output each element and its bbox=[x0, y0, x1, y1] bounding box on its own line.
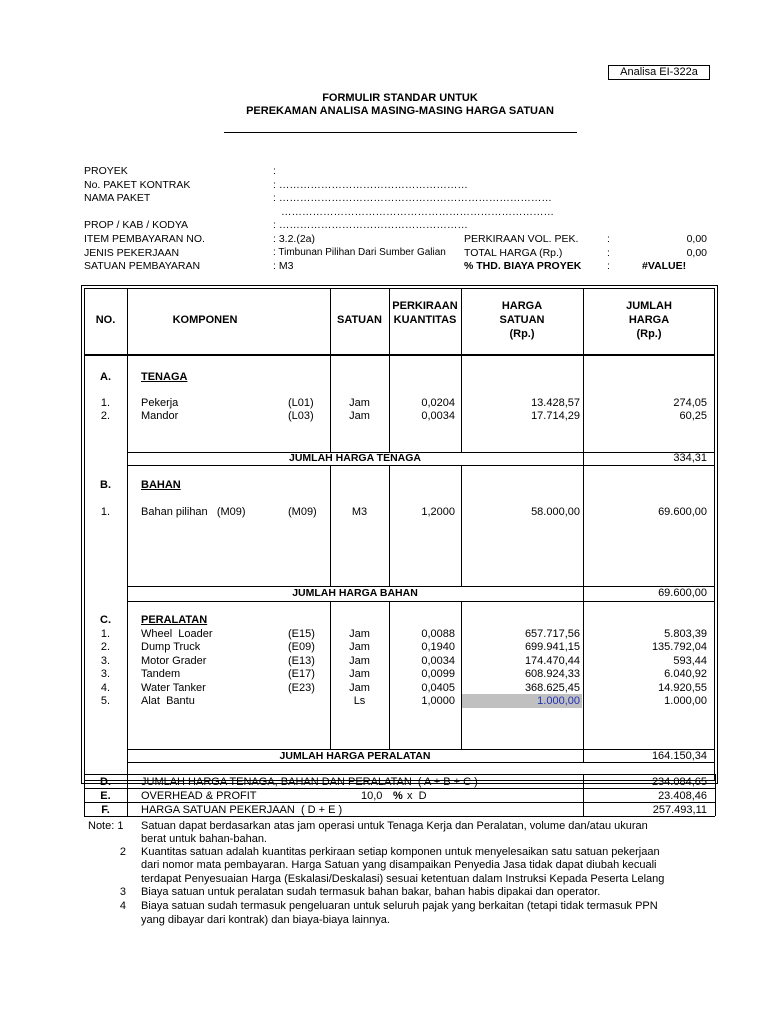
info-value: : 3.2.(2a) bbox=[273, 233, 316, 245]
row-price: 657.717,56 bbox=[524, 628, 580, 640]
header-no: NO. bbox=[95, 314, 116, 326]
totals-border bbox=[84, 802, 715, 803]
row-code: (M09) bbox=[288, 506, 317, 518]
table-inner-border bbox=[84, 288, 715, 781]
row-qty: 0,0405 bbox=[421, 682, 455, 694]
info-label: No. PAKET KONTRAK bbox=[84, 179, 191, 191]
section-no: A. bbox=[100, 371, 111, 383]
col-line bbox=[389, 465, 390, 586]
summary-colon: : bbox=[607, 247, 610, 259]
row-price: 368.625,45 bbox=[524, 682, 580, 694]
totals-col-line bbox=[127, 774, 128, 816]
row-total: 1.000,00 bbox=[664, 695, 707, 707]
total-no: E. bbox=[100, 790, 111, 802]
info-value: : …………………………………………………………………… bbox=[273, 192, 552, 204]
info-label: NAMA PAKET bbox=[84, 192, 151, 204]
row-total: 69.600,00 bbox=[658, 506, 707, 518]
row-code: (E15) bbox=[288, 628, 315, 640]
row-code: (L03) bbox=[288, 410, 314, 422]
subtotal-value: 69.600,00 bbox=[658, 587, 707, 599]
row-code: (E17) bbox=[288, 668, 315, 680]
note-line: Biaya satuan untuk peralatan sudah termasuk bahan bakar, bahan habis dipakai dan operator. bbox=[141, 886, 601, 898]
totals-right-line bbox=[715, 774, 716, 816]
total-no: F. bbox=[101, 804, 110, 816]
row-name: Mandor bbox=[141, 410, 179, 422]
row-code: (E23) bbox=[288, 682, 315, 694]
subtotal-value: 164.150,34 bbox=[651, 750, 707, 762]
section-title: TENAGA bbox=[141, 371, 188, 383]
totals-border bbox=[84, 788, 715, 789]
info-value: : ……………………………………………… bbox=[273, 179, 468, 191]
subtotal-line bbox=[127, 762, 715, 763]
subtotal-label: JUMLAH HARGA TENAGA bbox=[288, 452, 422, 464]
row-no: 1. bbox=[100, 397, 111, 409]
form-title-line1: FORMULIR STANDAR UNTUK bbox=[322, 92, 478, 104]
header-jumlah-rp: (Rp.) bbox=[636, 328, 662, 340]
row-unit: Ls bbox=[353, 695, 366, 707]
summary-colon: : bbox=[607, 260, 610, 272]
total-percent-value: 10,0 bbox=[361, 790, 383, 802]
header-bottom-line bbox=[84, 354, 715, 356]
header-perkiraan: PERKIRAAN bbox=[392, 300, 458, 312]
note-number: 2 bbox=[119, 846, 126, 858]
row-total: 593,44 bbox=[673, 655, 707, 667]
header-kuantitas: KUANTITAS bbox=[393, 314, 457, 326]
row-total: 135.792,04 bbox=[651, 641, 707, 653]
summary-label: PERKIRAAN VOL. PEK. bbox=[464, 233, 579, 245]
row-unit: Jam bbox=[349, 655, 370, 667]
summary-colon: : bbox=[607, 233, 610, 245]
header-jumlah-harga: HARGA bbox=[628, 314, 670, 326]
subtotal-line bbox=[127, 465, 715, 466]
header-harga-rp: (Rp.) bbox=[509, 328, 535, 340]
row-qty: 1,2000 bbox=[421, 506, 455, 518]
row-no: 2. bbox=[100, 641, 111, 653]
row-unit: M3 bbox=[351, 506, 368, 518]
info-value: : ……………………………………………… bbox=[273, 219, 468, 231]
info-label: PROYEK bbox=[84, 165, 128, 177]
info-label: ITEM PEMBAYARAN NO. bbox=[84, 233, 205, 245]
analysis-code-box: Analisa EI-322a bbox=[608, 65, 710, 80]
section-title: BAHAN bbox=[141, 479, 181, 491]
totals-border bbox=[84, 816, 715, 817]
row-code: (E09) bbox=[288, 641, 315, 653]
row-no: 5. bbox=[100, 695, 111, 707]
row-no: 1. bbox=[100, 506, 111, 518]
row-name: Motor Grader bbox=[141, 655, 207, 667]
row-unit: Jam bbox=[349, 397, 370, 409]
note-line: yang dibayar dari kontrak) dan biaya-biaya lainnya. bbox=[141, 914, 390, 926]
total-value: 234.084,65 bbox=[651, 776, 707, 788]
info-label: PROP / KAB / KODYA bbox=[84, 219, 189, 231]
row-price: 699.941,15 bbox=[524, 641, 580, 653]
row-price: 1.000,00 bbox=[537, 695, 580, 707]
totals-line bbox=[84, 774, 715, 775]
info-value: : bbox=[273, 165, 276, 177]
info-value: : Timbunan Pilihan Dari Sumber Galian bbox=[273, 247, 446, 258]
row-qty: 0,0099 bbox=[421, 668, 455, 680]
col-line bbox=[389, 288, 390, 453]
row-qty: 0,0034 bbox=[421, 655, 455, 667]
header-jumlah: JUMLAH bbox=[626, 300, 672, 312]
header-satuan: SATUAN bbox=[336, 314, 382, 326]
summary-label: TOTAL HARGA (Rp.) bbox=[464, 247, 563, 259]
header-harga: HARGA bbox=[501, 300, 543, 312]
subtotal-label: JUMLAH HARGA BAHAN bbox=[292, 587, 418, 599]
note-line: terdapat Penyesuaian Harga (Eskalasi/Deskalasi) sesuai ketentuan dalam Instruksi Kepada Peserta Lelang bbox=[141, 873, 665, 885]
note-line: Kuantitas satuan adalah kuantitas perkiraan setiap komponen untuk menyelesaikan satu satuan pekerjaan bbox=[141, 846, 660, 858]
subtotal-line bbox=[127, 601, 715, 602]
summary-value: 0,00 bbox=[686, 233, 707, 245]
total-value: 23.408,46 bbox=[658, 790, 707, 802]
row-qty: 0,1940 bbox=[421, 641, 455, 653]
section-title: PERALATAN bbox=[141, 614, 208, 626]
row-no: 3. bbox=[100, 668, 111, 680]
row-price: 17.714,29 bbox=[531, 410, 580, 422]
note-number: Note: 1 bbox=[88, 820, 124, 832]
summary-value: #VALUE! bbox=[642, 260, 687, 272]
subtotal-value: 334,31 bbox=[673, 452, 707, 464]
row-qty: 0,0034 bbox=[421, 410, 455, 422]
note-number: 3 bbox=[119, 886, 126, 898]
row-total: 14.920,55 bbox=[658, 682, 707, 694]
row-qty: 0,0088 bbox=[421, 628, 455, 640]
row-total: 5.803,39 bbox=[664, 628, 707, 640]
note-line: berat untuk bahan-bahan. bbox=[141, 833, 267, 845]
info-label: JENIS PEKERJAAN bbox=[84, 247, 180, 259]
row-total: 274,05 bbox=[673, 397, 707, 409]
row-price: 174.470,44 bbox=[524, 655, 580, 667]
row-code: (L01) bbox=[288, 397, 314, 409]
row-name: Water Tanker bbox=[141, 682, 206, 694]
subtotal-label: JUMLAH HARGA PERALATAN bbox=[279, 750, 431, 762]
row-no: 1. bbox=[100, 628, 111, 640]
row-price: 13.428,57 bbox=[531, 397, 580, 409]
row-name: Tandem bbox=[141, 668, 181, 680]
header-komponen: KOMPONEN bbox=[172, 314, 238, 326]
row-no: 4. bbox=[100, 682, 111, 694]
row-total: 60,25 bbox=[679, 410, 707, 422]
summary-value: 0,00 bbox=[686, 247, 707, 259]
row-no: 3. bbox=[100, 655, 111, 667]
row-name: Wheel Loader bbox=[141, 628, 213, 640]
info-label: SATUAN PEMBAYARAN bbox=[84, 260, 201, 272]
row-unit: Jam bbox=[349, 410, 370, 422]
row-name: Dump Truck bbox=[141, 641, 201, 653]
total-label: JUMLAH HARGA TENAGA, BAHAN DAN PERALATAN ( A + B + C ) bbox=[141, 776, 478, 788]
subtotal-line bbox=[127, 586, 715, 587]
col-line bbox=[127, 288, 128, 774]
row-name: Bahan pilihan (M09) bbox=[141, 506, 246, 518]
total-label: OVERHEAD & PROFIT bbox=[141, 790, 257, 802]
total-label: HARGA SATUAN PEKERJAAN ( D + E ) bbox=[141, 804, 343, 816]
col-line bbox=[330, 465, 331, 586]
total-no: D. bbox=[100, 776, 111, 788]
note-line: Biaya satuan sudah termasuk pengeluaran untuk seluruh pajak yang berkaitan (tetapi tidak termasuk PPN bbox=[141, 900, 658, 912]
row-qty: 1,0000 bbox=[421, 695, 455, 707]
row-qty: 0,0204 bbox=[421, 397, 455, 409]
col-line bbox=[330, 288, 331, 453]
section-no: C. bbox=[100, 614, 111, 626]
row-name: Pekerja bbox=[141, 397, 179, 409]
row-unit: Jam bbox=[349, 682, 370, 694]
row-total: 6.040,92 bbox=[664, 668, 707, 680]
row-code: (E13) bbox=[288, 655, 315, 667]
summary-label: % THD. BIAYA PROYEK bbox=[464, 260, 582, 272]
row-unit: Jam bbox=[349, 668, 370, 680]
col-line bbox=[461, 288, 462, 453]
header-harga-satuan: SATUAN bbox=[499, 314, 545, 326]
row-name: Alat Bantu bbox=[141, 695, 195, 707]
row-price: 58.000,00 bbox=[531, 506, 580, 518]
row-unit: Jam bbox=[349, 628, 370, 640]
total-percent-sign: % bbox=[393, 790, 403, 802]
section-no: B. bbox=[100, 479, 111, 491]
total-percent-base: x D bbox=[407, 790, 427, 802]
row-no: 2. bbox=[100, 410, 111, 422]
note-line: dari nomor mata pembayaran. Harga Satuan yang disampaikan Penyedia Jasa tidak dapat diubah kecuali bbox=[141, 859, 657, 871]
note-line: Satuan dapat berdasarkan atas jam operasi untuk Tenaga Kerja dan Peralatan, volume dan/atau ukuran bbox=[141, 820, 648, 832]
row-unit: Jam bbox=[349, 641, 370, 653]
row-price: 608.924,33 bbox=[524, 668, 580, 680]
info-value: : M3 bbox=[273, 260, 294, 272]
col-line bbox=[461, 465, 462, 586]
note-number: 4 bbox=[119, 900, 126, 912]
form-title-line2: PEREKAMAN ANALISA MASING-MASING HARGA SATUAN bbox=[246, 105, 554, 117]
title-divider bbox=[224, 132, 577, 133]
info-value: …………………………………………………………………… bbox=[281, 206, 554, 218]
total-value: 257.493,11 bbox=[652, 804, 707, 816]
